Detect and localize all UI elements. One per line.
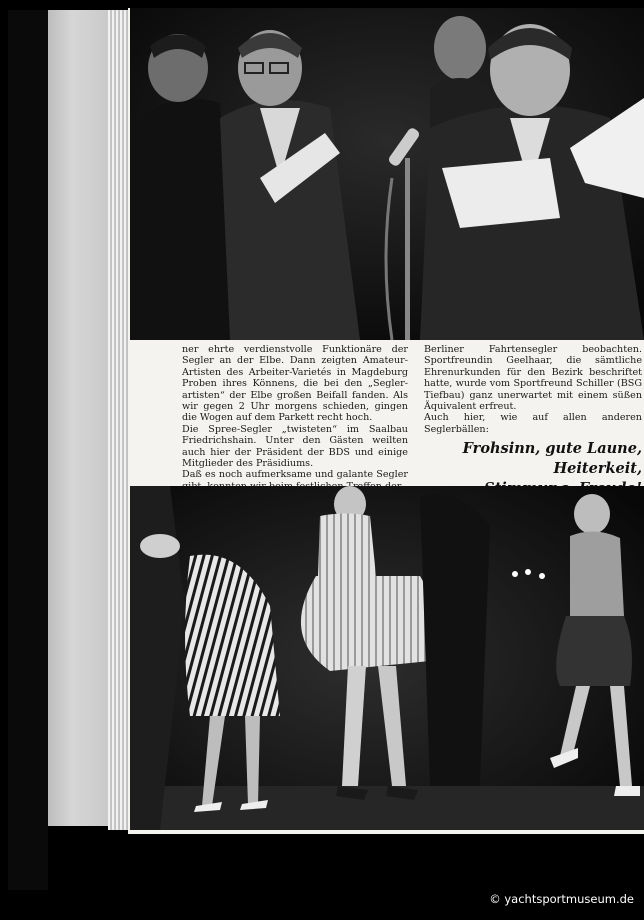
paragraph: Daß es noch aufmerksame und galante Segler: [182, 469, 408, 481]
article-column-right: [424, 344, 642, 499]
paragraph: Die Spree-Segler „twisteten“ im Saalbau Friedrichshain. Unter den Gästen weilten auch hier der Präsident der BDS und einige Mitglieder des Präsidiums.: [182, 423, 408, 470]
script-tagline-1: Frohsinn, gute Laune, Heiterkeit,: [462, 440, 642, 478]
watermark: © yachtsportmuseum.de: [489, 892, 634, 906]
photo-men-at-microphone: [130, 8, 644, 340]
paragraph: Auch hier, wie auf allen anderen Seglerbällen:: [424, 412, 642, 435]
article-column-left: [182, 344, 408, 492]
photo-dancing-couples: [130, 486, 644, 830]
book-page-edges: [108, 10, 130, 830]
paragraph: Berliner Fahrtensegler beobachten. Sportfreundin Geelhaar, die sämtliche Ehrenurkunden für den Bezirk beschriftet hatte, wurde vom Sportfreund Schiller (BSG Tiefbau) ganz unerwartet mit einem süßen Äquivalent erfreut.: [424, 344, 642, 413]
scan-border: [8, 10, 48, 890]
book-page-stack: [48, 10, 110, 826]
paragraph: ner ehrte verdienstvolle Funktionäre der Segler an der Elbe. Dann zeigten Amateur-Artisten des Arbeiter-Varietés in Magdeburg Proben ihres Könnens, die bei den „Segler-artisten“ der Elbe großen Beifall fanden. Als wir gegen 2 Uhr morgens schieden, gingen die Wogen auf dem Parkett recht hoch.: [182, 344, 408, 424]
article-text: [130, 340, 644, 486]
